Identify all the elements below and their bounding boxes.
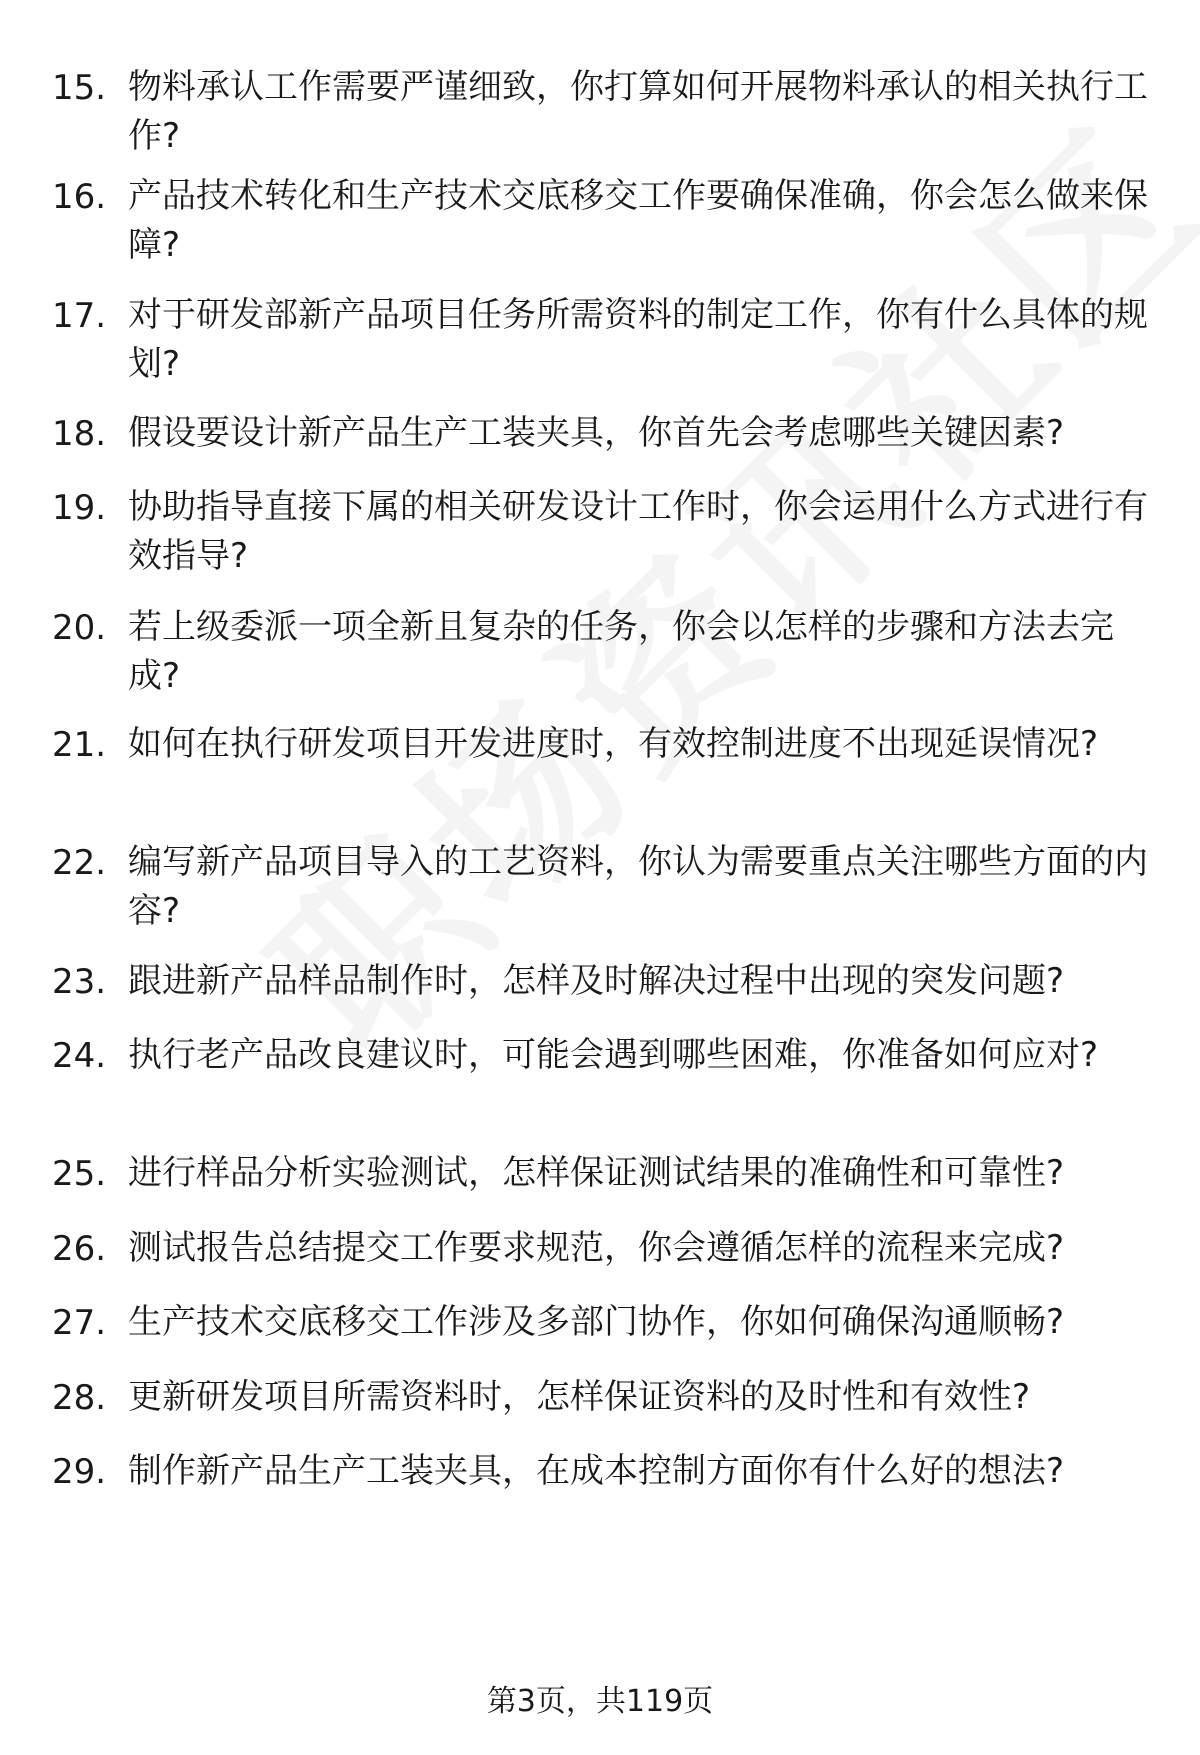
- question-text: 测试报告总结提交工作要求规范，你会遵循怎样的流程来完成?: [128, 1228, 1065, 1268]
- question-text: 更新研发项目所需资料时，怎样保证资料的及时性和有效性?: [128, 1377, 1031, 1417]
- question-text: 编写新产品项目导入的工艺资料，你认为需要重点关注哪些方面的内容?: [128, 842, 1148, 931]
- question-number: 20.: [52, 608, 107, 648]
- question-text: 产品技术转化和生产技术交底移交工作要确保准确，你会怎么做来保障?: [128, 176, 1148, 265]
- question-text: 如何在执行研发项目开发进度时，有效控制进度不出现延误情况?: [128, 724, 1099, 764]
- question-number: 25.: [52, 1154, 107, 1194]
- question-number: 24.: [52, 1036, 107, 1076]
- question-text: 制作新产品生产工装夹具，在成本控制方面你有什么好的想法?: [128, 1451, 1065, 1491]
- page-footer: 第3页，共119页: [486, 1684, 714, 1719]
- question-text: 生产技术交底移交工作涉及多部门协作，你如何确保沟通顺畅?: [128, 1302, 1065, 1342]
- question-text: 假设要设计新产品生产工装夹具，你首先会考虑哪些关键因素?: [128, 413, 1065, 453]
- question-number: 22.: [52, 843, 107, 883]
- question-text: 执行老产品改良建议时，可能会遇到哪些困难，你准备如何应对?: [128, 1035, 1099, 1075]
- question-number: 16.: [52, 177, 107, 217]
- question-number: 19.: [52, 488, 107, 528]
- question-number: 26.: [52, 1229, 107, 1269]
- question-number: 28.: [52, 1378, 107, 1418]
- question-text: 物料承认工作需要严谨细致，你打算如何开展物料承认的相关执行工作?: [128, 67, 1148, 156]
- question-number: 18.: [52, 414, 107, 454]
- question-text: 协助指导直接下属的相关研发设计工作时，你会运用什么方式进行有效指导?: [128, 487, 1148, 576]
- question-number: 15.: [52, 68, 107, 108]
- question-text: 跟进新产品样品制作时，怎样及时解决过程中出现的突发问题?: [128, 961, 1065, 1001]
- question-number: 27.: [52, 1303, 107, 1343]
- question-text: 对于研发部新产品项目任务所需资料的制定工作，你有什么具体的规划?: [128, 295, 1148, 384]
- question-number: 29.: [52, 1452, 107, 1492]
- question-number: 17.: [52, 296, 107, 336]
- question-text: 若上级委派一项全新且复杂的任务，你会以怎样的步骤和方法去完成?: [128, 607, 1114, 696]
- question-number: 23.: [52, 962, 107, 1002]
- question-text: 进行样品分析实验测试，怎样保证测试结果的准确性和可靠性?: [128, 1153, 1065, 1193]
- question-number: 21.: [52, 725, 107, 765]
